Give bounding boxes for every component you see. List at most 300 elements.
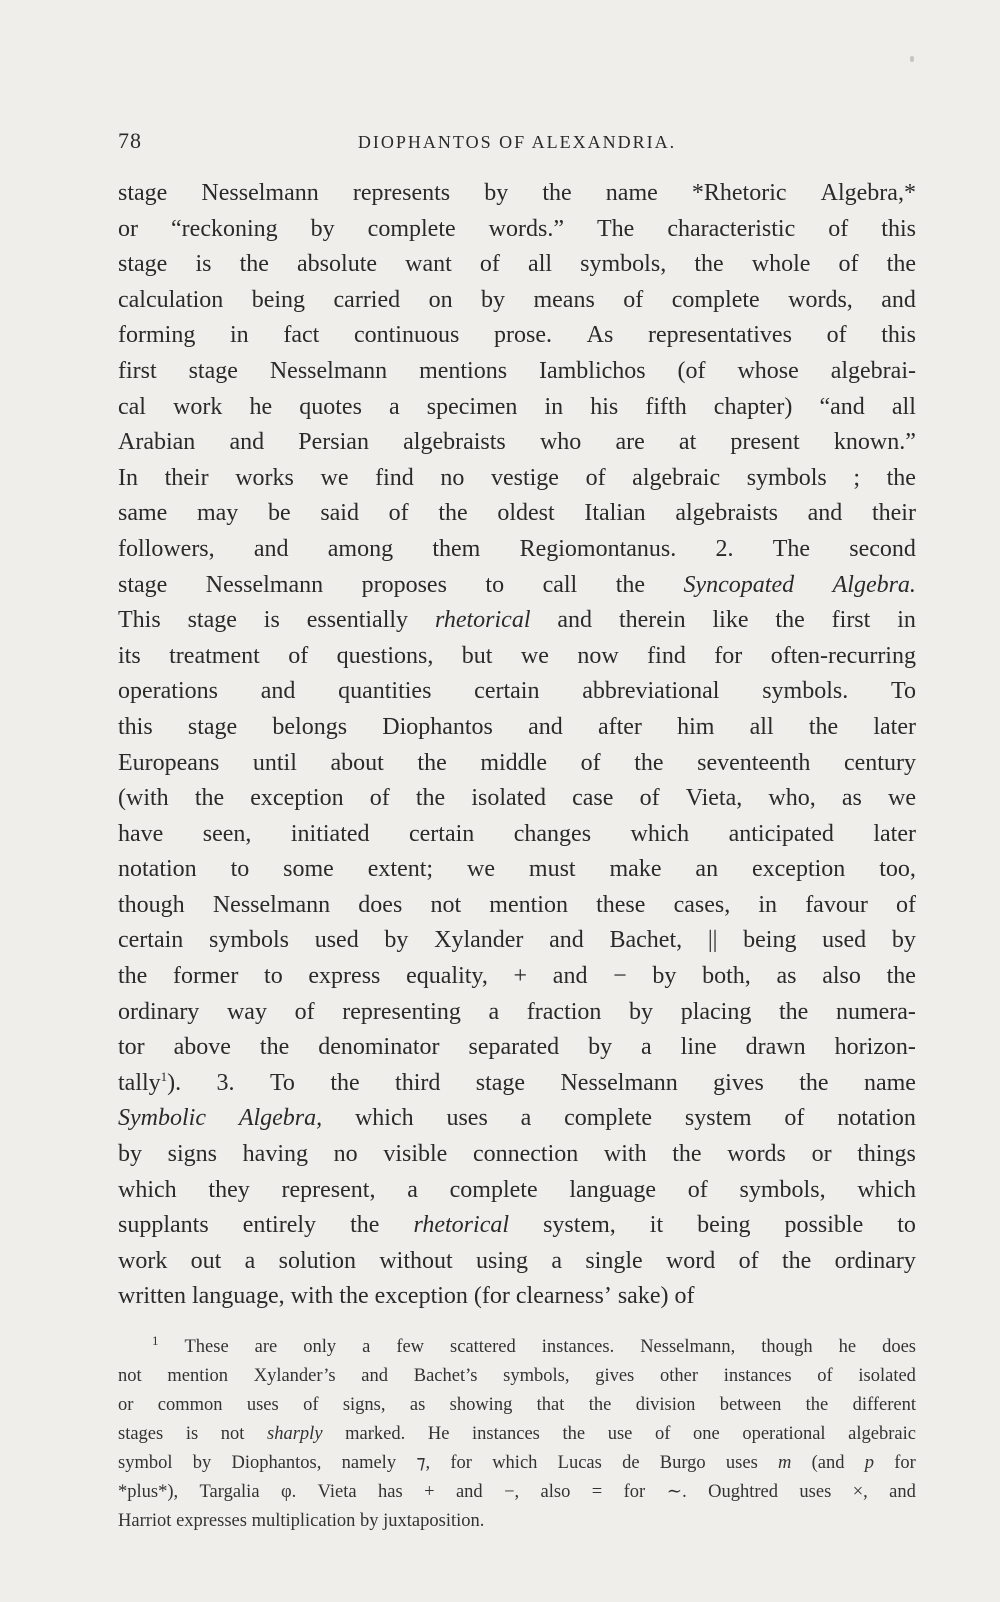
body-text-word: in — [544, 393, 564, 420]
body-text-word: the — [417, 749, 447, 776]
footnote-word: p — [864, 1453, 874, 1473]
footnote-word: 1 — [152, 1332, 159, 1348]
body-text-word: the — [339, 1283, 369, 1310]
body-text-word: carried — [333, 286, 401, 313]
body-text-word: mentions — [419, 357, 508, 384]
body-text-word: cal — [118, 393, 146, 420]
footnote-word: for — [623, 1482, 646, 1502]
body-text-line — [118, 603, 916, 639]
body-text-word: an — [695, 856, 719, 883]
footnote-word: also — [540, 1482, 571, 1502]
body-text-word: of — [639, 785, 660, 812]
body-text-word: representatives — [647, 322, 792, 349]
body-text-word: a — [551, 1247, 562, 1274]
body-text-word: century — [844, 749, 916, 776]
body-text-word: by — [484, 180, 509, 206]
body-text-word: a — [520, 1105, 532, 1132]
footnote-word: only — [303, 1337, 337, 1357]
body-text-word: the — [118, 963, 148, 990]
page-header — [118, 128, 916, 162]
body-text-word: the — [886, 963, 916, 990]
body-text-word: specimen — [426, 393, 518, 420]
body-text-word: for — [714, 642, 743, 669]
body-text-word: on — [428, 286, 453, 313]
body-text-line — [118, 212, 916, 248]
body-text-word: Vieta, — [685, 785, 743, 812]
body-text-word: − — [613, 963, 627, 990]
body-text — [118, 176, 916, 1315]
body-text-word: them — [432, 535, 481, 562]
footnote-word: sharply — [267, 1424, 323, 1444]
body-text-line — [118, 247, 916, 283]
body-text-word: the — [886, 251, 916, 278]
body-text-line — [118, 568, 916, 604]
body-text-word: tor — [118, 1034, 145, 1061]
body-text-word: used — [314, 927, 359, 954]
footnote-word: and — [361, 1366, 389, 1386]
footnote-word: φ. — [280, 1482, 297, 1502]
body-text-word: Iamblichos — [538, 357, 646, 384]
body-text-word: these — [596, 891, 646, 918]
footnote-word: = — [591, 1482, 603, 1502]
footnote-word: are — [254, 1337, 278, 1357]
body-text-word: numera- — [835, 998, 916, 1025]
footnote-word: + — [424, 1482, 435, 1502]
body-text-word: word — [665, 1247, 716, 1274]
body-text-word: certain — [118, 927, 184, 954]
body-text-word: a — [488, 998, 500, 1025]
body-text-word: initiated — [290, 820, 370, 847]
body-text-word: and — [229, 429, 265, 456]
footnote-word: common — [157, 1395, 223, 1415]
footnote-word: other — [659, 1366, 698, 1386]
body-text-line — [118, 1137, 916, 1173]
body-text-word: former — [173, 963, 239, 990]
body-text-word: the — [778, 998, 809, 1025]
body-text-line — [118, 852, 916, 888]
footnote-word: few — [396, 1337, 425, 1357]
footnote-word: he — [838, 1337, 857, 1357]
body-text-word: of — [674, 1283, 695, 1310]
body-text-word: same — [118, 500, 168, 527]
body-text-word: forming — [118, 322, 196, 349]
body-text-word: possible — [784, 1212, 864, 1239]
body-text-word: the — [350, 1212, 380, 1239]
body-text-word: name — [863, 1069, 916, 1096]
body-text-word: symbols. — [762, 678, 849, 705]
body-text-word: as — [841, 785, 862, 812]
footnote-word: de — [622, 1453, 640, 1473]
footnote-word: Harriot — [118, 1511, 172, 1531]
body-text-word: name — [605, 180, 658, 206]
body-text-word: rhetorical — [413, 1212, 510, 1239]
footnote-word: of — [654, 1424, 671, 1444]
body-text-word: stage — [475, 1069, 526, 1096]
body-text-word: things — [857, 1141, 916, 1168]
body-text-word: but — [461, 642, 493, 669]
body-text-word: Arabian — [118, 429, 196, 456]
body-text-word: As — [586, 322, 614, 349]
body-text-word: questions, — [336, 642, 434, 669]
body-text-word: fifth — [645, 393, 687, 420]
footnote-word: scattered — [450, 1337, 516, 1357]
footnote-word: stages — [118, 1424, 164, 1444]
body-text-line — [118, 959, 916, 995]
footnote-word: instances — [723, 1366, 792, 1386]
footnote-word: is — [185, 1424, 199, 1444]
body-text-word: certain — [408, 820, 475, 847]
body-text-word: and — [260, 678, 296, 705]
footnote-word: algebraic — [848, 1424, 916, 1444]
body-text-word: which — [354, 1105, 414, 1132]
body-text-word: have — [118, 820, 164, 847]
footnote-word: Targalia — [199, 1482, 260, 1502]
body-text-word: a — [407, 1176, 418, 1203]
body-text-word: being — [697, 1212, 751, 1239]
footnote-line — [118, 1420, 916, 1449]
body-text-word: Algebra, — [238, 1105, 323, 1132]
footnote-word: Lucas — [557, 1453, 602, 1473]
body-text-word: language, — [191, 1283, 285, 1310]
body-text-word: ordinary — [834, 1247, 916, 1274]
body-text-word: represents — [352, 180, 451, 206]
body-text-word: which — [857, 1176, 916, 1203]
body-text-word: though — [118, 891, 185, 918]
body-text-word: complete — [367, 215, 456, 242]
body-text-word: (with — [118, 785, 169, 812]
body-text-word: fact — [283, 322, 320, 349]
body-text-word: Persian — [298, 429, 369, 456]
body-text-word: stage — [187, 713, 238, 740]
body-text-word: in — [230, 322, 249, 349]
footnote-word: uses — [725, 1453, 758, 1473]
body-text-word: Nesselmann — [560, 1069, 678, 1096]
body-text-word: seen, — [202, 820, 252, 847]
body-text-word: the — [194, 785, 225, 812]
body-text-word: who — [539, 429, 582, 456]
body-text-line — [118, 496, 916, 532]
body-text-word: followers, — [118, 535, 215, 562]
body-text-word: a — [641, 1034, 652, 1061]
body-text-line — [118, 710, 916, 746]
body-text-word: all — [528, 251, 553, 278]
footnote-word: division — [635, 1395, 696, 1415]
body-text-word: exception — [752, 856, 846, 883]
footnote-word: ⁊, — [416, 1453, 431, 1473]
body-text-word: (of — [677, 357, 706, 384]
body-text-word: and — [807, 500, 843, 527]
body-text-word: Nesselmann — [269, 357, 388, 384]
body-text-word: of — [294, 998, 315, 1025]
body-text-word: later — [873, 820, 916, 847]
body-text-word: quantities — [338, 678, 432, 705]
body-text-word: and — [549, 927, 584, 954]
body-text-word: extent; — [367, 856, 434, 883]
footnote-word: Xylander’s — [253, 1366, 336, 1386]
body-text-word: all — [749, 713, 774, 740]
body-text-word: the — [775, 607, 805, 634]
body-text-word: third — [395, 1069, 441, 1096]
body-text-word: solution — [278, 1247, 356, 1274]
body-text-word: used — [822, 927, 867, 954]
body-text-word: || — [707, 927, 718, 954]
footnote-word: by — [192, 1453, 212, 1473]
body-text-line — [118, 1173, 916, 1209]
footnote-word: signs, — [342, 1395, 386, 1415]
body-text-line — [118, 817, 916, 853]
body-text-word: may — [196, 500, 239, 527]
body-text-word: quotes — [299, 393, 362, 420]
footnote-line — [118, 1449, 916, 1478]
body-text-word: signs — [167, 1141, 218, 1168]
footnote-word: juxtaposition. — [383, 1511, 485, 1531]
body-text-word: system, — [543, 1212, 616, 1239]
body-text-word: Nesselmann — [201, 180, 319, 206]
body-text-word: means — [533, 286, 595, 313]
body-text-line — [118, 318, 916, 354]
body-text-word: also — [822, 963, 861, 990]
body-text-word: of — [895, 891, 916, 918]
body-text-word: using — [475, 1247, 528, 1274]
body-text-word: belongs — [272, 713, 348, 740]
body-text-word: want — [405, 251, 452, 278]
footnote-word: uses — [246, 1395, 279, 1415]
footnote-word: uses — [799, 1482, 832, 1502]
body-text-word: favour — [805, 891, 868, 918]
body-text-word: too, — [879, 856, 916, 883]
body-text-line — [118, 1101, 916, 1137]
body-text-word: at — [678, 429, 697, 456]
footnote-word: a — [362, 1337, 371, 1357]
body-text-word: denominator — [318, 1034, 440, 1061]
body-text-word: to — [264, 963, 283, 990]
body-text-word: of — [687, 1176, 708, 1203]
footnote-word: between — [719, 1395, 782, 1415]
body-text-word: works — [235, 464, 294, 491]
body-text-word: out — [190, 1247, 222, 1274]
body-text-word: who, — [768, 785, 816, 812]
body-text-word: find — [375, 464, 414, 491]
body-text-word: like — [712, 607, 749, 634]
body-text-word: the — [542, 180, 572, 206]
body-text-line — [118, 425, 916, 461]
body-text-word: make — [609, 856, 662, 883]
footnote-word: Diophantos, — [231, 1453, 322, 1473]
body-text-word: words.” — [488, 215, 564, 242]
footnote-line — [118, 1333, 916, 1362]
body-text-word: therein — [618, 607, 686, 634]
body-text-word: the — [438, 500, 468, 527]
footnote-word: the — [562, 1424, 586, 1444]
body-text-word: the — [799, 1069, 829, 1096]
body-text-word: being — [251, 286, 306, 313]
body-text-word: of — [288, 642, 309, 669]
body-text-word: notation — [118, 856, 197, 883]
body-text-word: of — [784, 1105, 805, 1132]
body-text-word: The — [772, 535, 811, 562]
footnote-word: He — [427, 1424, 450, 1444]
footnote-word: Vieta — [317, 1482, 357, 1502]
body-text-line — [118, 354, 916, 390]
body-text-word: horizon- — [834, 1034, 916, 1061]
body-text-word: absolute — [297, 251, 378, 278]
body-text-word: first — [831, 607, 871, 634]
footnote-word: one — [693, 1424, 720, 1444]
body-text-word: placing — [680, 998, 752, 1025]
footnote-word: which — [492, 1453, 538, 1473]
body-text-word: stage — [118, 180, 168, 206]
footnote-line — [118, 1362, 916, 1391]
body-text-word: algebraists — [403, 429, 506, 456]
body-text-word: sake) — [617, 1283, 669, 1310]
body-text-word: words — [727, 1141, 786, 1168]
body-text-word: ; — [853, 464, 861, 491]
body-text-word: calculation — [118, 286, 224, 313]
body-text-word: algebraists — [675, 500, 778, 527]
body-text-word: oldest — [497, 500, 555, 527]
body-text-word: is — [195, 251, 212, 278]
body-text-line — [118, 888, 916, 924]
body-text-word: complete — [671, 286, 760, 313]
footnote-word: by — [360, 1511, 379, 1531]
body-text-word: vestige — [490, 464, 559, 491]
body-text-word: or — [811, 1141, 832, 1168]
body-text-word: of — [826, 322, 847, 349]
body-text-word: (for — [473, 1283, 510, 1310]
body-text-word: Syncopated — [683, 571, 795, 598]
body-text-word: after — [597, 713, 642, 740]
body-text-word: Regiomontanus. — [519, 535, 677, 562]
body-text-word: representing — [342, 998, 461, 1025]
body-text-word: exception — [374, 1283, 468, 1310]
body-text-word: this — [881, 215, 916, 242]
body-text-word: second — [849, 535, 916, 562]
footnote-word: *plus*), — [118, 1482, 179, 1502]
body-text-word: this — [118, 713, 153, 740]
body-text-line — [118, 1208, 916, 1244]
footnote-word: as — [409, 1395, 426, 1415]
body-text-word: stage — [188, 357, 238, 384]
footnote-line — [118, 1478, 916, 1507]
body-text-line — [118, 781, 916, 817]
body-text-word: of — [585, 464, 606, 491]
body-text-word: case — [572, 785, 614, 812]
body-text-word: by — [652, 963, 677, 990]
body-text-word: system — [684, 1105, 752, 1132]
body-text-word: no — [333, 1141, 358, 1168]
footnote-word: ∼. — [666, 1482, 687, 1502]
body-text-word: complete — [449, 1176, 538, 1203]
body-text-word: which — [630, 820, 690, 847]
body-text-word: In — [118, 464, 138, 491]
body-text-word: the — [239, 251, 269, 278]
body-text-word: work — [118, 1247, 168, 1274]
body-text-word: tally$^1$). — [118, 1068, 182, 1096]
body-text-word: to — [230, 856, 250, 883]
body-text-word: of — [838, 251, 859, 278]
footnote-word: or — [118, 1395, 134, 1415]
body-text-word: Nesselmann — [212, 891, 331, 918]
body-text-word: entirely — [242, 1212, 317, 1239]
body-text-word: we — [320, 464, 349, 491]
body-text-word: symbols, — [739, 1176, 826, 1203]
body-text-line — [118, 674, 916, 710]
body-text-word: later — [873, 713, 916, 740]
body-text-word: way — [226, 998, 267, 1025]
footnote-word: These — [184, 1337, 229, 1357]
running-title: DIOPHANTOS OF ALEXANDRIA. — [357, 132, 677, 152]
body-text-word: separated — [468, 1034, 560, 1061]
body-text-word: “reckoning — [171, 215, 278, 242]
body-text-word: their — [871, 500, 916, 527]
body-text-word: is — [263, 607, 280, 634]
body-text-word: the — [694, 251, 724, 278]
body-text-word: language — [569, 1176, 657, 1203]
body-text-word: *Rhetoric — [691, 180, 787, 206]
footnote-word: not — [220, 1424, 245, 1444]
body-text-word: both, — [702, 963, 751, 990]
body-text-word: we — [520, 642, 549, 669]
body-text-word: Bachet, — [609, 927, 683, 954]
body-text-word: middle — [480, 749, 547, 776]
body-text-word: of — [369, 785, 390, 812]
footnote-word: and — [889, 1482, 916, 1502]
body-text-word: some — [283, 856, 334, 883]
body-text-word: Italian — [584, 500, 646, 527]
footnote-word: operational — [742, 1424, 826, 1444]
body-text-word: to — [897, 1212, 916, 1239]
body-text-word: and — [552, 963, 588, 990]
body-text-word: about — [330, 749, 384, 776]
body-text-line — [118, 1030, 916, 1066]
body-text-word: does — [358, 891, 403, 918]
body-text-word: present — [730, 429, 800, 456]
body-text-word: stage — [118, 571, 168, 598]
body-text-word: him — [677, 713, 715, 740]
body-text-word: Algebra. — [832, 571, 916, 598]
body-text-word: the — [672, 1141, 702, 1168]
footnote-word: Bachet’s — [413, 1366, 478, 1386]
body-text-word: stage — [118, 251, 168, 278]
body-text-word: the — [808, 713, 839, 740]
body-text-word: represent, — [281, 1176, 376, 1203]
body-text-word: a — [389, 393, 400, 420]
body-text-word: no — [440, 464, 465, 491]
body-text-word: to — [485, 571, 505, 598]
body-text-word: fraction — [526, 998, 602, 1025]
body-text-word: it — [649, 1212, 664, 1239]
page-number: 78 — [118, 128, 142, 153]
footnote-word: for — [894, 1453, 916, 1473]
body-text-word: a — [244, 1247, 256, 1274]
footnote-word: marked. — [345, 1424, 406, 1444]
body-text-word: must — [528, 856, 576, 883]
body-text-word: 2. — [715, 535, 734, 562]
body-text-word: by — [629, 998, 654, 1025]
body-text-word: which — [118, 1176, 177, 1203]
body-text-word: supplants — [118, 1212, 209, 1239]
footnote-word: showing — [449, 1395, 513, 1415]
body-text-word: now — [577, 642, 619, 669]
body-text-word: the — [886, 464, 916, 491]
body-text-line — [118, 923, 916, 959]
body-text-word: by — [384, 927, 409, 954]
footnote-word: instances — [472, 1424, 540, 1444]
body-text-word: by — [588, 1034, 613, 1061]
body-text-word: operations — [118, 678, 218, 705]
body-text-word: changes — [513, 820, 592, 847]
footnote-word: that — [536, 1395, 565, 1415]
